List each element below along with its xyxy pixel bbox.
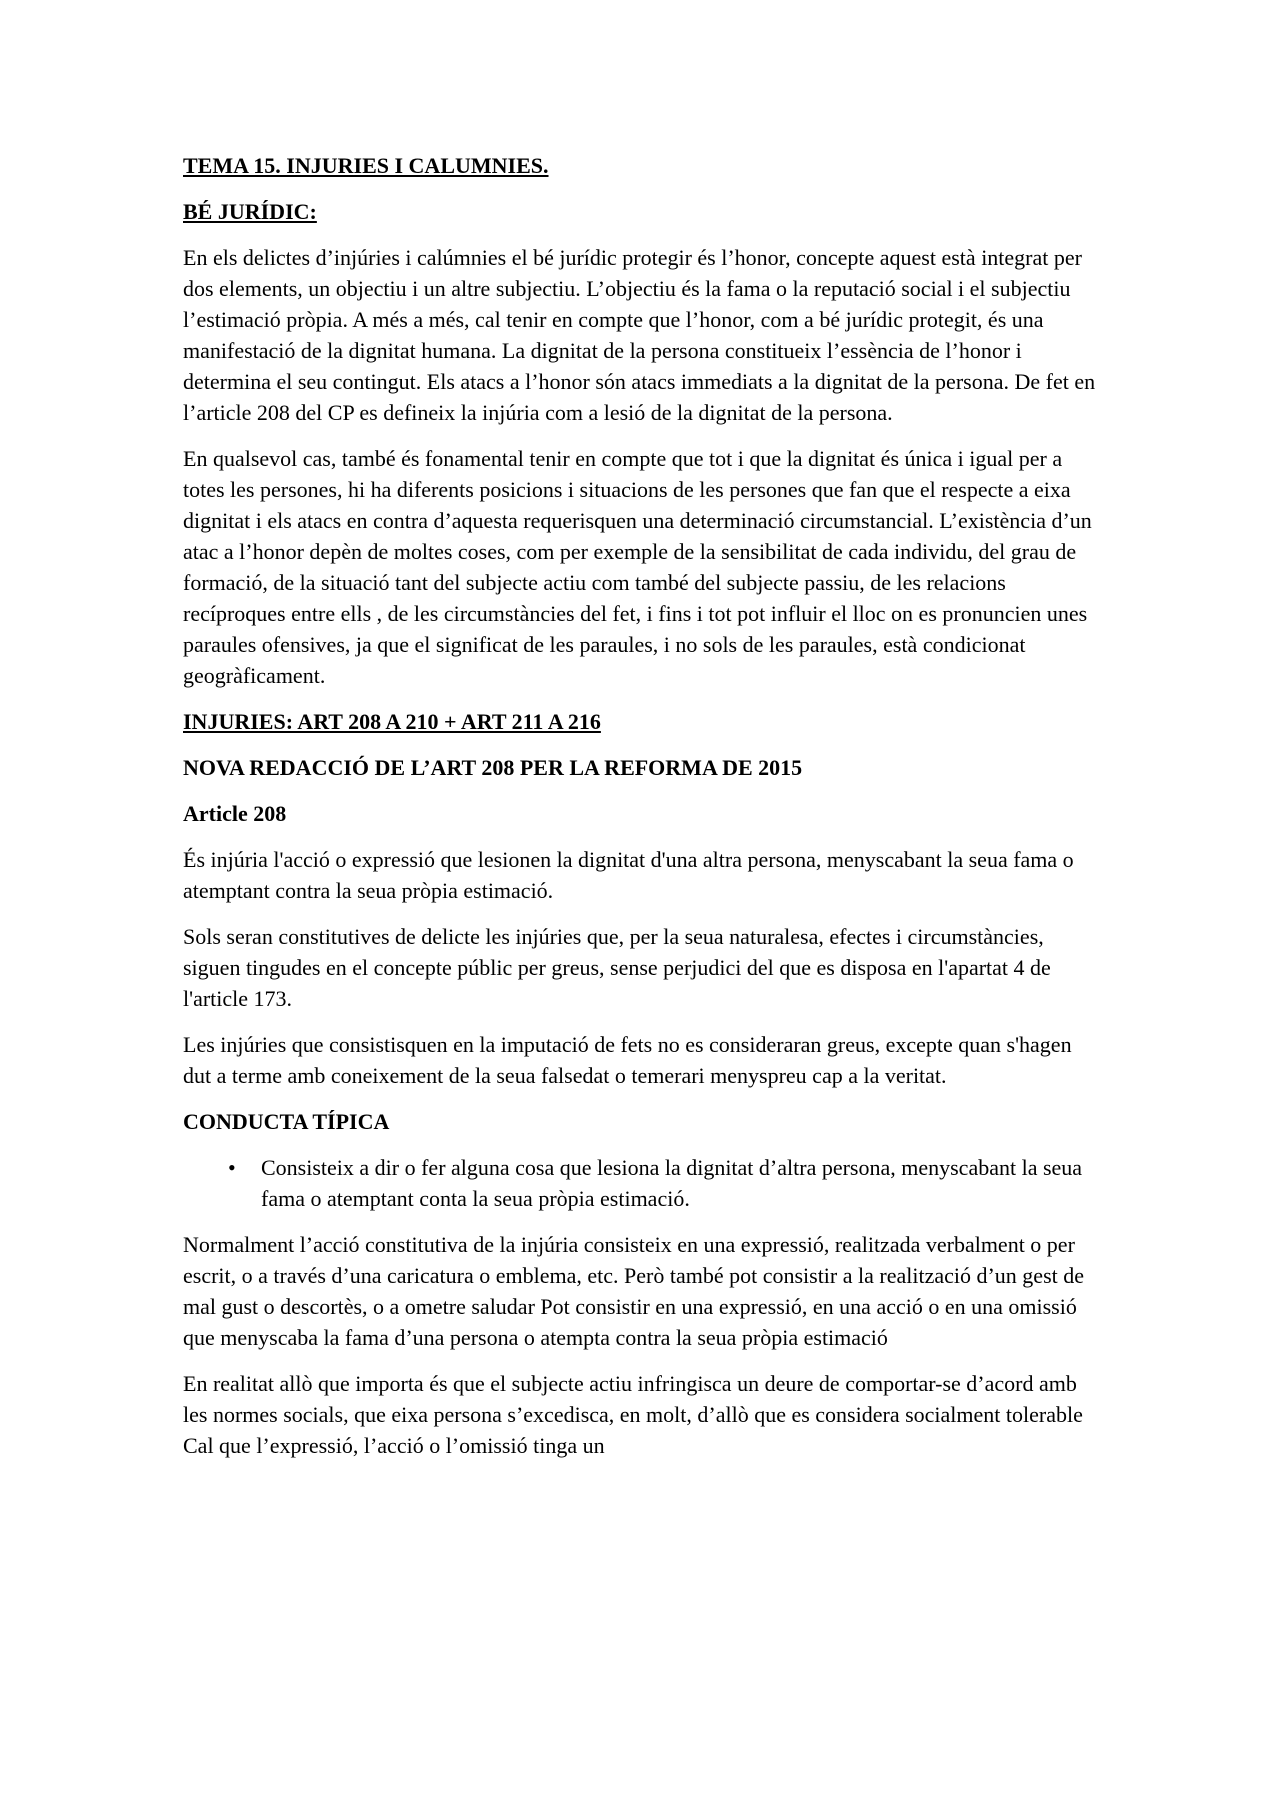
bullet-list	[183, 1152, 1103, 1214]
paragraph-be-juridic-2: En qualsevol cas, també és fonamental tenir en compte que tot i que la dignitat és única i igual per a totes les persones, hi ha diferents posicions i situacions de les persones que fan que el respecte a eixa dignitat i els atacs en contra d’aquesta requerisquen una determinació circumstancial. L’existència d’un atac a l’honor depèn de moltes coses, com per exemple de la sensibilitat de cada individu, del grau de formació, de la situació tant del subjecte actiu com també del subjecte passiu, de les relacions recíproques entre ells , de les circumstàncies del fet, i fins i tot pot influir el lloc on es pronuncien unes paraules ofensives, ja que el significat de les paraules, i no sols de les paraules, està condicionat geogràficament.	[183, 446, 1092, 688]
list-item	[183, 1152, 1103, 1214]
heading-article-208: Article 208	[183, 801, 287, 826]
document-title: TEMA 15. INJURIES I CALUMNIES.	[183, 153, 549, 178]
document-body	[183, 150, 1103, 1476]
paragraph-article-208-1: És injúria l'acció o expressió que lesionen la dignitat d'una altra persona, menyscabant la seua fama o atemptant contra la seua pròpia estimació.	[183, 847, 1074, 903]
bullet-mark: •	[228, 1155, 236, 1180]
heading-injuries: INJURIES: ART 208 A 210 + ART 211 A 216	[183, 709, 601, 734]
bullet-text: Consisteix a dir o fer alguna cosa que lesiona la dignitat d’altra persona, menyscabant la seua fama o atemptant conta la seua pròpia estimació.	[261, 1155, 1083, 1211]
paragraph-be-juridic-1: En els delictes d’injúries i calúmnies el bé jurídic protegir és l’honor, concepte aquest està integrat per dos elements, un objectiu i un altre subjectiu. L’objectiu és la fama o la reputació social i el subjectiu l’estimació pròpia. A més a més, cal tenir en compte que l’honor, com a bé jurídic protegit, és una manifestació de la dignitat humana. La dignitat de la persona constitueix l’essència de l’honor i determina el seu contingut. Els atacs a l’honor són atacs immediats a la dignitat de la persona. De fet en l’article 208 del CP es defineix la injúria com a lesió de la dignitat de la persona.	[183, 245, 1096, 425]
paragraph-article-208-2: Sols seran constitutives de delicte les injúries que, per la seua naturalesa, efectes i circumstàncies, siguen tingudes en el concepte públic per greus, sense perjudici del que es disposa en l'apartat 4 de l'article 173.	[183, 924, 1051, 1011]
heading-reform: NOVA REDACCIÓ DE L’ART 208 PER LA REFORMA DE 2015	[183, 755, 803, 780]
paragraph-conducta-1: Normalment l’acció constitutiva de la injúria consisteix en una expressió, realitzada verbalment o per escrit, o a través d’una caricatura o emblema, etc. Però també pot consistir a la realització d’un gest de mal gust o descortès, o a ometre saludar Pot consistir en una expressió, en una acció o en una omissió que menyscaba la fama d’una persona o atempta contra la seua pròpia estimació	[183, 1232, 1085, 1350]
paragraph-conducta-2: En realitat allò que importa és que el subjecte actiu infringisca un deure de comportar-se d’acord amb les normes socials, que eixa persona s’excedisca, en molt, d’allò que es considera socialment tolerable Cal que l’expressió, l’acció o l’omissió tinga un	[183, 1371, 1083, 1458]
heading-conducta-tipica: CONDUCTA TÍPICA	[183, 1109, 390, 1134]
heading-be-juridic: BÉ JURÍDIC:	[183, 199, 317, 224]
paragraph-article-208-3: Les injúries que consistisquen en la imputació de fets no es consideraran greus, excepte quan s'hagen dut a terme amb coneixement de la seua falsedat o temerari menyspreu cap a la veritat.	[183, 1032, 1072, 1088]
